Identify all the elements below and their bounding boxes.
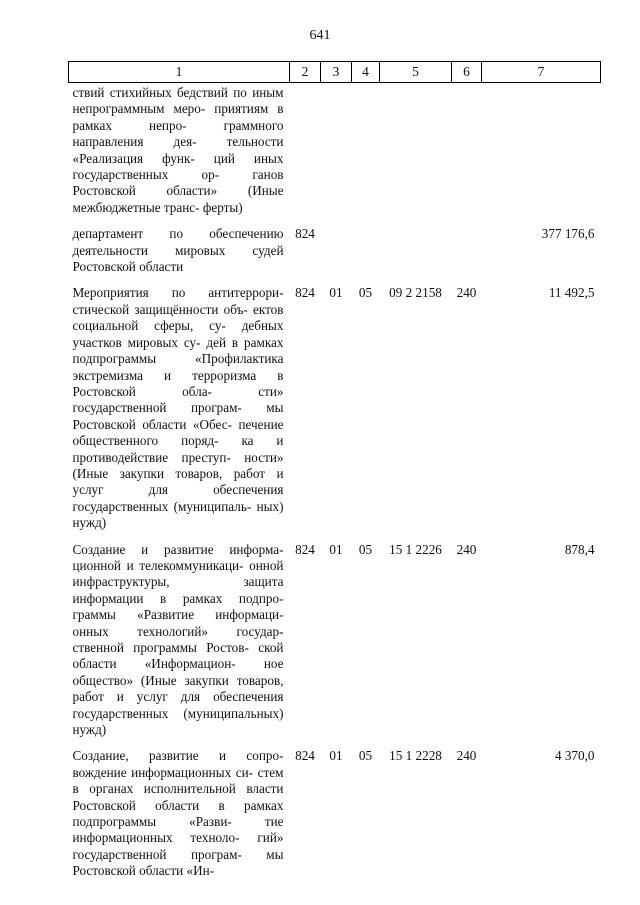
cell-section-code	[321, 226, 352, 285]
description-line: работ и услуг для обеспечения	[72, 465, 284, 498]
cell-amount: 377 176,6	[541, 226, 595, 242]
cell-target-article	[380, 226, 452, 285]
cell-subsection-code	[352, 83, 380, 227]
cell-amount: 878,4	[564, 541, 595, 557]
description-line: департамент по обеспечению	[72, 226, 284, 242]
cell-description	[69, 748, 290, 889]
cell-target-article: 15 1 2226	[389, 541, 442, 557]
column-header: 5	[380, 62, 452, 83]
cell-subsection-code: 05	[358, 541, 373, 557]
description-line: ганов Ростовской области»	[72, 167, 284, 199]
description-line: ности» (Иные закупки товаров,	[72, 449, 284, 481]
description-line: ферты)	[202, 199, 243, 215]
cell-subsection-code: 05	[358, 748, 373, 764]
cell-description	[69, 83, 290, 227]
cell-target-article	[380, 83, 452, 227]
cell-expense-type: 240	[456, 285, 477, 301]
column-header: 4	[352, 62, 380, 83]
description-line: ствий стихийных бедствий по	[72, 85, 247, 100]
description-line: товаров, работ и услуг для	[72, 672, 284, 705]
cell-description	[69, 542, 290, 749]
table-row	[69, 285, 601, 541]
description-line: ное общество» (Иные закупки	[72, 656, 284, 688]
description-line: Создание и развитие информа-	[72, 541, 284, 557]
description-line: стической защищённости объ-	[72, 301, 248, 317]
description-line: дебных участков мировых су-	[72, 318, 284, 350]
description-line: «Профилактика экстремизма и	[72, 351, 284, 383]
table-row	[69, 542, 601, 749]
cell-expense-type	[452, 226, 482, 285]
cell-ministry-code: 824	[295, 226, 315, 242]
description-line: ственной программы Ростов-	[72, 640, 249, 655]
cell-ministry-code: 824	[295, 285, 315, 301]
column-header: 3	[321, 62, 352, 83]
cell-expense-type: 240	[456, 541, 477, 557]
description-line: государственных (муниципаль-	[72, 498, 252, 514]
description-line: стем в органах исполнительной	[72, 764, 284, 797]
cell-expense-type: 240	[456, 748, 477, 764]
description-line: ций иных государственных ор-	[72, 150, 284, 183]
description-line: иным непрограммным меро-	[72, 85, 284, 117]
description-line: власти Ростовской области в	[72, 781, 284, 813]
description-line: ской области «Информацион-	[72, 640, 284, 672]
column-header: 6	[452, 62, 482, 83]
cell-subsection-code: 05	[358, 285, 373, 301]
cell-ministry-code: 824	[295, 541, 315, 557]
column-header: 7	[482, 62, 601, 83]
cell-description	[69, 285, 290, 541]
description-line: онной инфраструктуры, защита	[72, 557, 284, 590]
cell-description	[69, 226, 290, 285]
table-row	[69, 226, 601, 285]
description-line: онных технологий» государ-	[72, 623, 284, 639]
description-line: Ростовской области	[72, 259, 184, 275]
cell-target-article: 09 2 2158	[389, 285, 442, 301]
description-line: информации в рамках подпро-	[72, 590, 284, 606]
description-line: печение общественного поряд-	[72, 416, 284, 449]
cell-expense-type	[452, 83, 482, 227]
cell-ministry-code	[290, 83, 321, 227]
table-body	[69, 83, 601, 890]
description-line: (Иные межбюджетные транс-	[72, 183, 284, 215]
cell-section-code: 01	[329, 285, 343, 301]
description-line: мы Ростовской области «Ин-	[72, 846, 284, 879]
description-line: (муниципальных) нужд)	[72, 705, 284, 738]
cell-amount: 4 370,0	[554, 748, 595, 764]
table-header-row	[69, 62, 601, 83]
description-line: дей в рамках подпрограммы	[72, 334, 284, 367]
description-line: ектов социальной сферы, су-	[72, 301, 284, 334]
description-line: гий» государственной програм-	[72, 830, 284, 862]
description-line: мы Ростовской области «Обес-	[72, 400, 284, 432]
column-header: 2	[290, 62, 321, 83]
cell-section-code: 01	[329, 541, 343, 557]
description-line: сти» государственной програм-	[72, 383, 284, 416]
description-line: граммы «Развитие информаци-	[72, 607, 284, 623]
column-header: 1	[69, 62, 290, 83]
description-line: терроризма в Ростовской обла-	[72, 367, 284, 399]
description-line: рамках подпрограммы «Разви-	[72, 797, 284, 830]
description-line: Создание, развитие и сопро-	[72, 748, 284, 764]
description-line: ционной и телекоммуникаци-	[72, 557, 244, 573]
table-row	[69, 748, 601, 889]
cell-subsection-code	[352, 226, 380, 285]
page-number: 641	[309, 28, 331, 43]
description-line: ных) нужд)	[72, 498, 284, 531]
description-line: обеспечения государственных	[72, 689, 284, 721]
description-line: граммного направления дея-	[72, 117, 284, 150]
cell-section-code: 01	[329, 748, 343, 764]
cell-amount: 11 492,5	[548, 285, 595, 301]
budget-table	[68, 61, 601, 890]
cell-section-code	[321, 83, 352, 227]
description-line: ка и противодействие преступ-	[72, 433, 284, 465]
description-line: тие информационных техноло-	[72, 814, 284, 846]
description-line: вождение информационных си-	[72, 764, 254, 780]
description-line: приятиям в рамках непро-	[72, 101, 284, 133]
description-line: Мероприятия по антитеррори-	[72, 285, 284, 301]
table-row	[69, 83, 601, 227]
description-line: тельности «Реализация функ-	[72, 134, 284, 166]
cell-amount	[482, 83, 601, 227]
description-line: деятельности мировых судей	[72, 242, 284, 258]
cell-target-article: 15 1 2228	[389, 748, 442, 764]
cell-ministry-code: 824	[295, 748, 315, 764]
